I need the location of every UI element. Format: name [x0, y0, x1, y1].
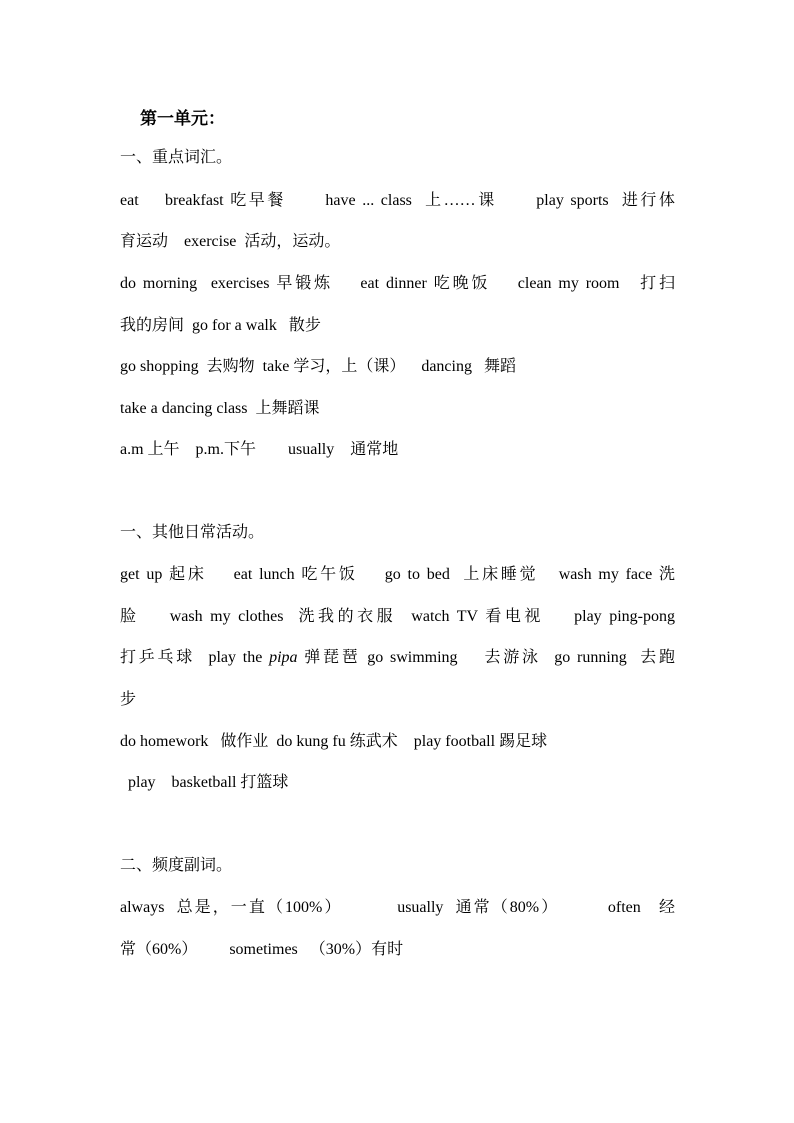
section-heading-key-vocabulary: 一、重点词汇。: [120, 149, 233, 166]
vocab-line: a.m 上午 p.m.下午 usually 通常地: [120, 441, 399, 458]
activity-line: get up 起床 eat lunch 吃午饭 go to bed 上床睡觉 wash my face 洗: [120, 566, 675, 583]
activity-line: do homework 做作业 do kung fu 练武术 play football 踢足球: [120, 733, 548, 750]
activity-line: 脸 wash my clothes 洗我的衣服 watch TV 看电视 play ping-pong: [120, 608, 675, 625]
vocab-line: do morning exercises 早锻炼 eat dinner 吃晚饭 clean my room 打扫: [120, 275, 675, 292]
adverb-line: always 总是，一直（100%） usually 通常（80%） often 经: [120, 899, 675, 916]
activity-text: 弹琵琶 go swimming 去游泳 go running 去跑: [297, 649, 675, 666]
activity-text: 打乒乓球 play the: [120, 649, 270, 666]
unit-title: 第一单元：: [140, 109, 225, 128]
activity-line: 步: [120, 691, 137, 708]
adverb-line: 常（60%） sometimes （30%）有时: [120, 941, 404, 958]
activity-text-italic: pipa: [269, 649, 298, 666]
activity-line: [120, 648, 675, 668]
vocab-line: take a dancing class 上舞蹈课: [120, 400, 320, 417]
vocab-line: 我的房间 go for a walk 散步: [120, 317, 321, 334]
section-heading-frequency-adverbs: 二、频度副词。: [120, 857, 233, 874]
section-heading-daily-activities: 一、其他日常活动。: [120, 524, 265, 541]
vocab-line: go shopping 去购物 take 学习，上（课） dancing 舞蹈: [120, 358, 516, 375]
vocab-line: eat breakfast 吃早餐 have ... class 上……课 play sports 进行体: [120, 192, 675, 209]
activity-line: play basketball 打篮球: [120, 774, 289, 791]
vocab-line: 育运动 exercise 活动，运动。: [120, 233, 341, 250]
